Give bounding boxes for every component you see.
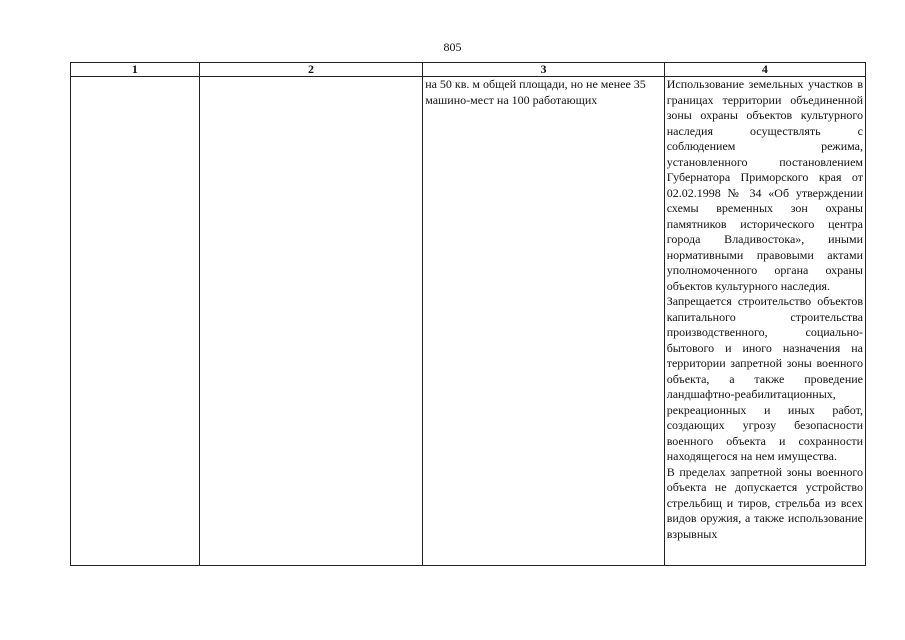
column-header-2: 2	[199, 63, 422, 77]
column-header-3: 3	[423, 63, 665, 77]
cell-col2	[199, 77, 422, 566]
paragraph-shooting-ban: В пределах запретной зоны военного объекта не допускается устройство стрельбищ и тиров, стрельба из всех видов оружия, а также использование взрывных	[666, 464, 863, 541]
table-row	[71, 77, 866, 566]
regulation-table	[70, 62, 866, 566]
column-header-1: 1	[71, 63, 200, 77]
cell-col4	[664, 77, 865, 566]
column-header-4: 4	[664, 63, 865, 77]
cell-col1	[71, 77, 200, 566]
paragraph-usage-rules: Использование земельных участков в границах территории объединенной зоны охраны объектов культурного наследия осуществлять с соблюдением режима, установленного постановлением Губернатора Приморского края от 02.02.1998 № 34 «Об утверждении схемы временных зон охраны памятников исторического центра города Владивостока», иными нормативными правовыми актами уполномоченного органа охраны объектов культурного наследия.	[666, 77, 863, 293]
page-number: 805	[443, 40, 462, 54]
header-row	[71, 63, 866, 77]
cell-col3: на 50 кв. м общей площади, но не менее 35 машино-мест на 100 работающих	[423, 77, 665, 566]
paragraph-construction-ban: Запрещается строительство объектов капитального строительства производственного, социально-бытового и иного назначения на территории запретной зоны военного объекта, а также проведение ландшафтно-реабилитационных, рекреационных и иных работ, создающих угрозу безопасности военного объекта и сохранности находящегося на нем имущества.	[666, 294, 863, 463]
